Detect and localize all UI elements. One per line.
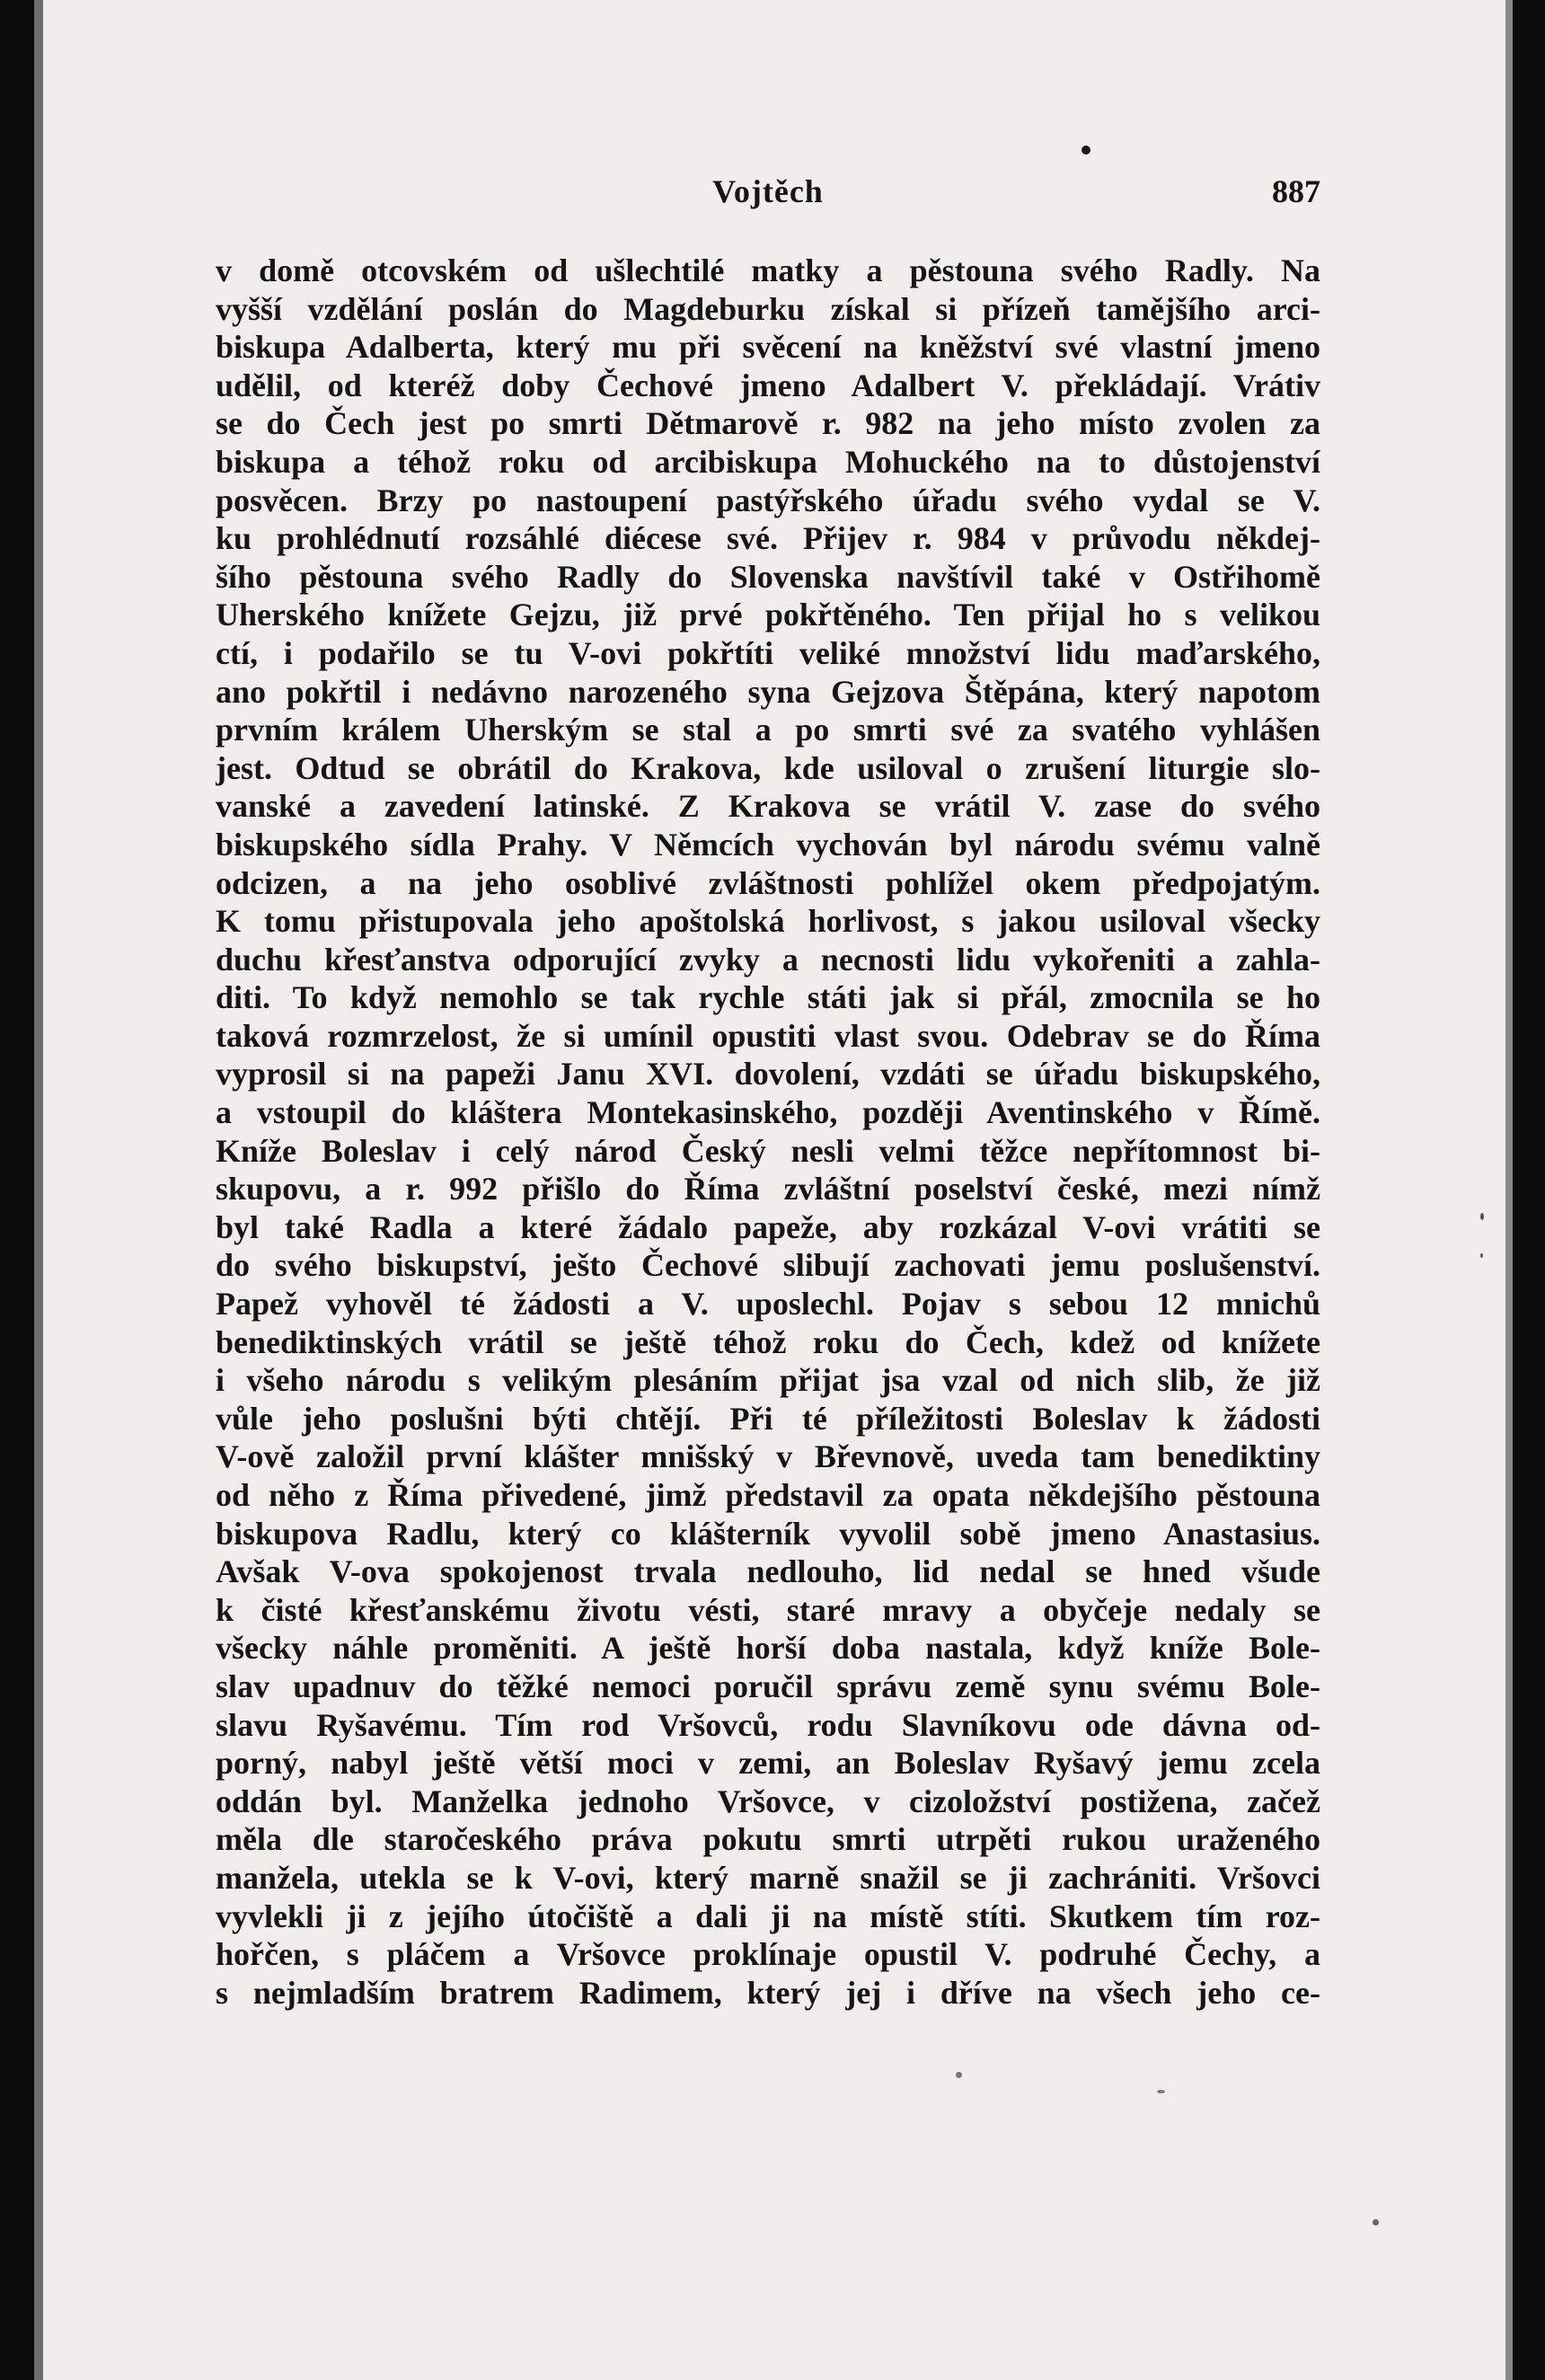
text-line: k čisté křesťanskému životu vésti, staré mravy a obyčeje nedaly se [216,1591,1320,1628]
text-line: prvním králem Uherským se stal a po smrti své za svatého vyhlášen [216,712,1320,748]
text-line: Kníže Boleslav i celý národ Český nesli velmi těžce nepřítomnost bi- [216,1132,1320,1169]
scan-speck [1480,1213,1484,1220]
text-line: posvěcen. Brzy po nastoupení pastýřského úřadu svého vydal se V. [216,482,1320,518]
text-line: hořčen, s pláčem a Vršovce proklínaje opustil V. podruhé Čechy, a [216,1936,1320,1973]
ink-dot [1082,146,1090,155]
text-line: benediktinských vrátil se ještě téhož roku do Čech, kdež od knížete [216,1323,1320,1360]
text-line: i všeho národu s velikým plesáním přijat jsa vzal od nich slib, že již [216,1362,1320,1399]
text-line: Avšak V-ova spokojenost trvala nedlouho, lid nedal se hned všude [216,1553,1320,1590]
text-line: Papež vyhověl té žádosti a V. uposlechl. Pojav s sebou 12 mnichů [216,1286,1320,1323]
text-line: jest. Odtud se obrátil do Krakova, kde usiloval o zrušení liturgie slo- [216,749,1320,786]
text-line: do svého biskupství, ješto Čechové slibují zachovati jemu poslušenství. [216,1247,1320,1284]
page-number: 887 [1272,173,1320,209]
scan-border-left [0,0,34,2380]
scan-speck [1157,2090,1165,2093]
text-line: a vstoupil do kláštera Montekasinského, později Aventinského v Římě. [216,1094,1320,1131]
text-line: porný, nabyl ještě větší moci v zemi, an Boleslav Ryšavý jemu zcela [216,1745,1320,1782]
scan-speck [956,2072,962,2078]
text-line: odcizen, a na jeho osoblivé zvláštnosti pohlížel okem předpojatým. [216,864,1320,901]
text-line: K tomu přistupovala jeho apoštolská horlivost, s jakou usiloval všecky [216,903,1320,940]
text-line: s nejmladším bratrem Radimem, který jej i dříve na všech jeho ce- [216,1974,1320,2011]
text-line: vanské a zavedení latinské. Z Krakova se vrátil V. zase do svého [216,788,1320,825]
text-line: skupovu, a r. 992 přišlo do Říma zvláštní poselství české, mezi nímž [216,1171,1320,1208]
text-line: vyprosil si na papeži Janu XVI. dovolení, vzdáti se úřadu biskupského, [216,1056,1320,1093]
text-line: oddán byl. Manželka jednoho Vršovce, v cizoložství postižena, začež [216,1783,1320,1819]
text-line: udělil, od kteréž doby Čechové jmeno Adalbert V. překládají. Vrátiv [216,367,1320,403]
text-line: ano pokřtil i nedávno narozeného syna Gejzova Štěpána, který napotom [216,673,1320,710]
text-line: V-ově založil první klášter mnišský v Břevnově, uveda tam benediktiny [216,1438,1320,1475]
text-line: biskupského sídla Prahy. V Němcích vychován byl národu svému valně [216,826,1320,863]
text-line: se do Čech jest po smrti Dětmarově r. 982 na jeho místo zvolen za [216,405,1320,442]
text-line: ctí, i podařilo se tu V-ovi pokřtíti veliké množství lidu maďarského, [216,634,1320,671]
text-line: všecky náhle proměniti. A ještě horší doba nastala, když kníže Bole- [216,1630,1320,1667]
text-line: vyvlekli ji z jejího útočiště a dali ji na místě stíti. Skutkem tím roz- [216,1898,1320,1934]
running-head [216,173,1320,217]
text-line: vůle jeho poslušni býti chtějí. Při té příležitosti Boleslav k žádosti [216,1400,1320,1437]
text-line: duchu křesťanstva odporující zvyky a necnosti lidu vykořeniti a zahla- [216,941,1320,978]
text-line: slav upadnuv do těžké nemoci poručil správu země synu svému Bole- [216,1668,1320,1704]
text-line: od něho z Říma přivedené, jimž představil za opata někdejšího pěstouna [216,1477,1320,1513]
text-line: biskupova Radlu, který co klášterník vyvolil sobě jmeno Anastasius. [216,1515,1320,1552]
text-line: Uherského knížete Gejzu, již prvé pokřtěného. Ten přijal ho s velikou [216,597,1320,633]
text-line: diti. To když nemohlo se tak rychle státi jak si přál, zmocnila se ho [216,979,1320,1016]
text-line: manžela, utekla se k V-ovi, který marně snažil se ji zachrániti. Vršovci [216,1859,1320,1896]
scan-speck [1480,1253,1483,1258]
scan-border-left-shadow [34,0,43,2380]
text-line: slavu Ryšavému. Tím rod Vršovců, rodu Slavníkovu ode dávna od- [216,1706,1320,1743]
text-line: taková rozmrzelost, že si umínil opustiti vlast svou. Odebrav se do Říma [216,1017,1320,1054]
text-line: byl také Radla a které žádalo papeže, aby rozkázal V-ovi vrátiti se [216,1208,1320,1245]
text-line: měla dle staročeského práva pokutu smrti utrpěti rukou uraženého [216,1821,1320,1858]
body-text [216,252,1320,2012]
scan-border-right [1513,0,1545,2380]
text-line: šího pěstouna svého Radly do Slovenska navštívil také v Ostřihomě [216,558,1320,595]
scan-speck [1373,2219,1379,2225]
text-line: biskupa Adalberta, který mu při svěcení na kněžství své vlastní jmeno [216,329,1320,366]
scan-border-right-shadow [1505,0,1513,2380]
running-title: Vojtěch [712,173,824,209]
text-line: vyšší vzdělání poslán do Magdeburku získal si přízeň tamějšího arci- [216,290,1320,327]
text-line: biskupa a téhož roku od arcibiskupa Mohuckého na to důstojenství [216,443,1320,480]
text-line: ku prohlédnutí rozsáhlé diécese své. Přijev r. 984 v průvodu někdej- [216,520,1320,557]
text-line: v domě otcovském od ušlechtilé matky a pěstouna svého Radly. Na [216,252,1320,288]
